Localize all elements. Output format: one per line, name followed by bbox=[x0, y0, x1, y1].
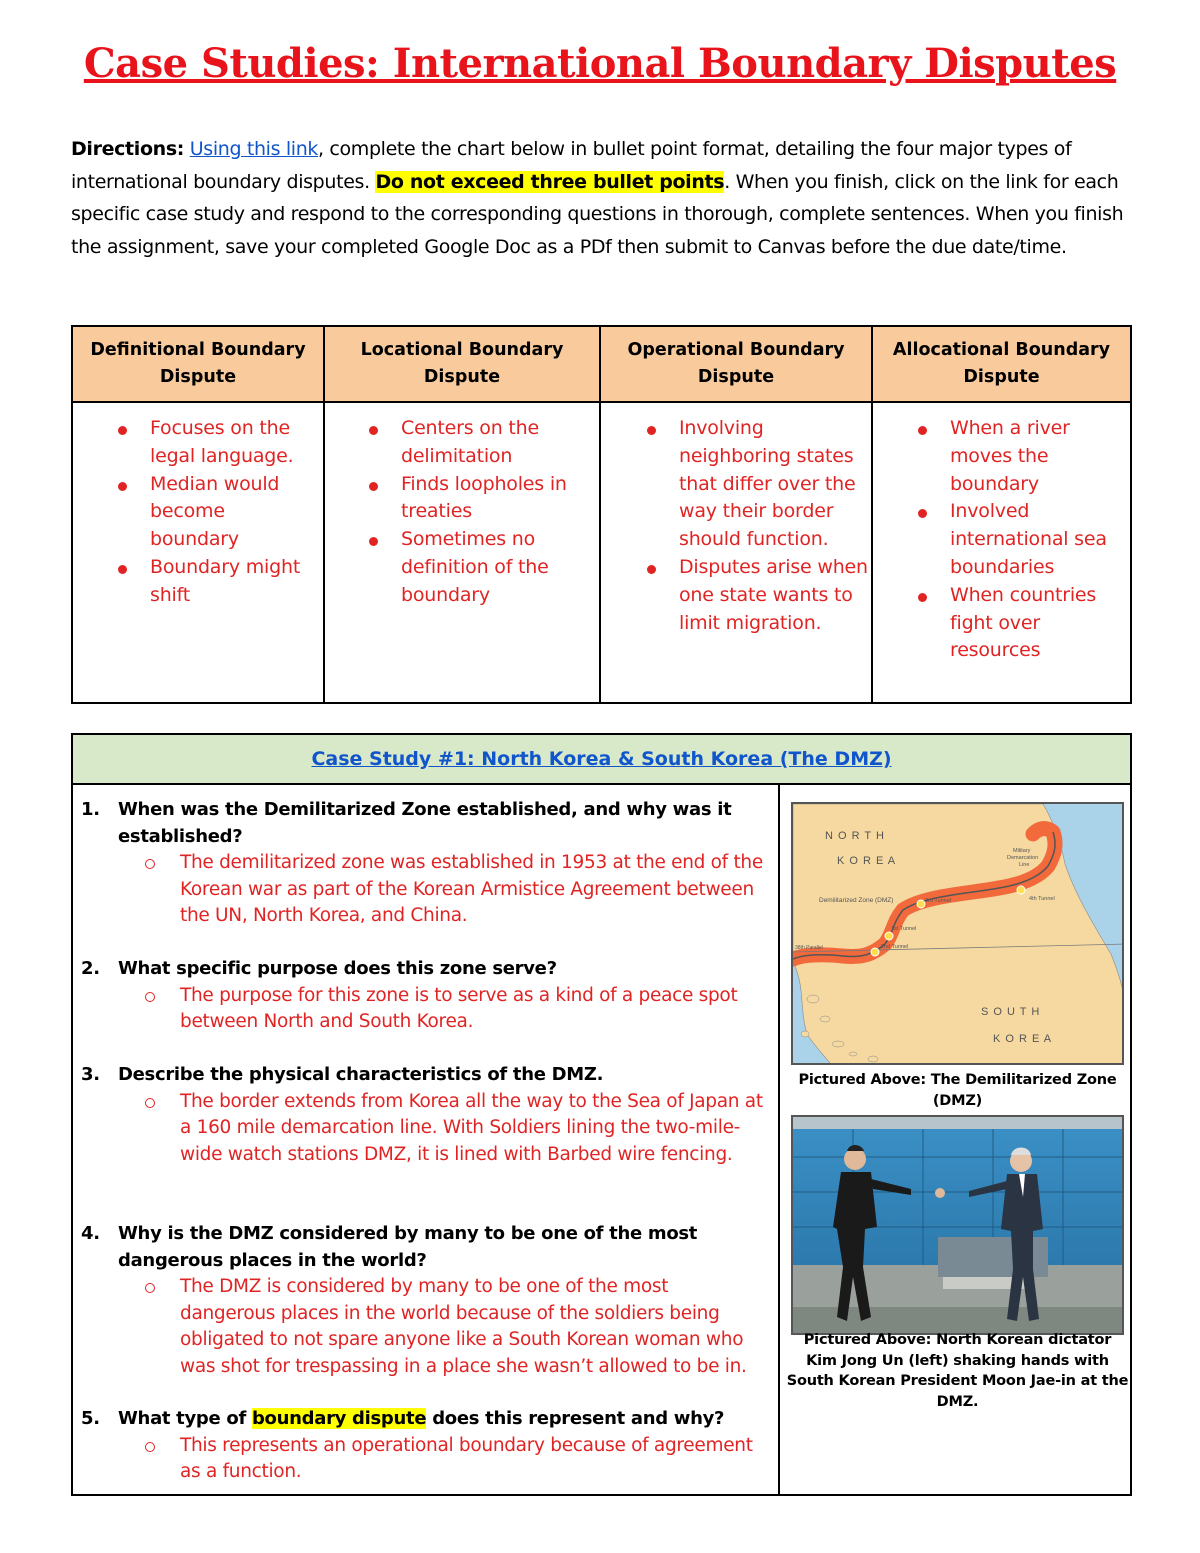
map-label: 3rd Tunnel bbox=[925, 898, 951, 904]
bullet-icon bbox=[369, 426, 378, 435]
circle-bullet-icon bbox=[145, 1283, 155, 1293]
bullet-icon bbox=[647, 565, 656, 574]
question-text: 3. Describe the physical characteristics of the DMZ. bbox=[81, 1064, 604, 1085]
case-study-link[interactable]: Case Study #1: North Korea & South Korea (The DMZ) bbox=[311, 748, 892, 770]
chart-header: Allocational Boundary Dispute bbox=[873, 327, 1130, 403]
answer-text: The demilitarized zone was established in 1953 at the end of the Korean war as part of the Korean Armistice Agreement between the UN, North Korea, and China. bbox=[180, 850, 763, 930]
chart-column-operational bbox=[599, 327, 871, 702]
map-label: Demarcation bbox=[1007, 855, 1039, 861]
handshake bbox=[935, 1188, 945, 1198]
circle-bullet-icon bbox=[145, 992, 155, 1002]
bullet-icon bbox=[369, 482, 378, 491]
dmz-handshake-photo bbox=[791, 1115, 1124, 1335]
bullet-icon bbox=[118, 426, 127, 435]
question-5 bbox=[81, 1406, 771, 1486]
chart-column-allocational bbox=[871, 327, 1130, 702]
question-text: 1. When was the Demilitarized Zone established, and why was it established? bbox=[81, 799, 732, 847]
chart-header: Locational Boundary Dispute bbox=[325, 327, 599, 403]
bullet-icon bbox=[369, 537, 378, 546]
map-label: K O R E A bbox=[993, 1033, 1053, 1045]
answer-text: The border extends from Korea all the way to the Sea of Japan at a 160 mile demarcation line. With Soldiers lining the two-mile-wide watch stations DMZ, it is lined with Barbed wire fencing. bbox=[180, 1089, 763, 1169]
chart-bullet: Finds loopholes in treaties bbox=[369, 471, 595, 527]
map-label: Demilitarized Zone (DMZ) bbox=[819, 897, 894, 904]
chart-bullet: Involved international sea boundaries bbox=[918, 498, 1130, 581]
question-text: 4. Why is the DMZ considered by many to be one of the most dangerous places in the world? bbox=[81, 1223, 698, 1271]
chart-bullet: Involving neighboring states that differ over the way their border should function. bbox=[647, 415, 869, 554]
circle-bullet-icon bbox=[145, 1098, 155, 1108]
chart-bullet: Boundary might shift bbox=[118, 554, 318, 610]
chart-bullet: When countries fight over resources bbox=[918, 582, 1130, 665]
bullet-icon bbox=[918, 593, 927, 602]
bullet-icon bbox=[118, 482, 127, 491]
map-label: S O U T H bbox=[981, 1006, 1041, 1018]
dmz-map bbox=[791, 802, 1124, 1065]
answer-text: The purpose for this zone is to serve as a kind of a peace spot between North and South Korea. bbox=[180, 983, 763, 1036]
question-4 bbox=[81, 1221, 771, 1380]
chart-bullet: Median would become boundary bbox=[118, 471, 318, 554]
bullet-icon bbox=[918, 509, 927, 518]
bullet-icon bbox=[918, 426, 927, 435]
answer-text: The DMZ is considered by many to be one of the most dangerous places in the world because of the soldiers being obligated to not spare anyone like a South Korean woman who was shot for trespassing in a place she wasn’t allowed to be in. bbox=[180, 1274, 763, 1380]
directions-text-1: , complete the chart below in bullet point format, detailing the four major types of international boundary disputes. bbox=[71, 138, 1072, 193]
map-label: K O R E A bbox=[837, 855, 897, 867]
map-label: 4th Tunnel bbox=[1029, 896, 1055, 902]
case-study-header bbox=[73, 735, 1130, 785]
map-label: 38th Parallel bbox=[795, 945, 823, 951]
chart-header: Operational Boundary Dispute bbox=[601, 327, 871, 403]
chart-bullet: Centers on the delimitation bbox=[369, 415, 595, 471]
directions-text-2: . When you finish, click on the link for each specific case study and respond to the corresponding questions in thorough, complete sentences. When you finish the assignment, save your completed Google Doc as a PDf then submit to Canvas before the due date/time. bbox=[71, 170, 1124, 258]
chart-bullet: When a river moves the boundary bbox=[918, 415, 1130, 498]
circle-bullet-icon bbox=[145, 859, 155, 869]
chart-column-definitional bbox=[73, 327, 323, 702]
map-label: 2nd Tunnel bbox=[881, 944, 909, 950]
chart-bullet-list bbox=[369, 415, 595, 610]
chart-header: Definitional Boundary Dispute bbox=[73, 327, 323, 403]
tunnel-marker bbox=[1017, 886, 1025, 894]
chart-bullet-list bbox=[647, 415, 869, 637]
circle-bullet-icon bbox=[145, 1442, 155, 1452]
chart-bullet: Focuses on the legal language. bbox=[118, 415, 318, 471]
tunnel-marker bbox=[871, 948, 879, 956]
answer-text: This represents an operational boundary because of agreement as a function. bbox=[180, 1433, 763, 1486]
directions-paragraph bbox=[71, 133, 1136, 263]
bullet-icon bbox=[118, 565, 127, 574]
map-label: 1st Tunnel bbox=[891, 926, 917, 932]
column-divider bbox=[778, 785, 780, 1494]
bullet-icon bbox=[647, 426, 656, 435]
chart-bullet-list bbox=[118, 415, 318, 610]
tunnel-marker bbox=[885, 932, 893, 940]
chart-bullet: Sometimes no definition of the boundary bbox=[369, 526, 595, 609]
question-2 bbox=[81, 956, 771, 1036]
chart-bullet-list bbox=[918, 415, 1130, 665]
question-text: 2. What specific purpose does this zone serve? bbox=[81, 958, 557, 979]
page-title: Case Studies: International Boundary Disputes bbox=[83, 40, 1117, 87]
directions-label: Directions: bbox=[71, 138, 185, 160]
photo-caption: Pictured Above: North Korean dictator Kim Jong Un (left) shaking hands with South Korean President Moon Jae-in at the DMZ. bbox=[786, 1332, 1129, 1410]
dmz-map-graphic bbox=[793, 804, 1124, 1065]
directions-highlight: Do not exceed three bullet points bbox=[375, 170, 725, 193]
map-label: Line bbox=[1019, 862, 1030, 868]
question-1 bbox=[81, 797, 771, 930]
tunnel-marker bbox=[917, 900, 925, 908]
map-caption: Pictured Above: The Demilitarized Zone (DMZ) bbox=[798, 1072, 1117, 1109]
handshake-photo-graphic bbox=[793, 1117, 1124, 1335]
assignment-link[interactable]: Using this link bbox=[189, 138, 319, 160]
case-study-table bbox=[71, 733, 1132, 1496]
boundary-dispute-chart bbox=[71, 325, 1132, 704]
chart-column-locational bbox=[323, 327, 599, 702]
chart-bullet: Disputes arise when one state wants to limit migration. bbox=[647, 554, 869, 637]
question-text: 5. What type of boundary dispute does this represent and why? bbox=[81, 1408, 725, 1429]
map-label: N O R T H bbox=[825, 830, 885, 842]
map-label: Military bbox=[1013, 848, 1031, 854]
question-3 bbox=[81, 1062, 771, 1168]
